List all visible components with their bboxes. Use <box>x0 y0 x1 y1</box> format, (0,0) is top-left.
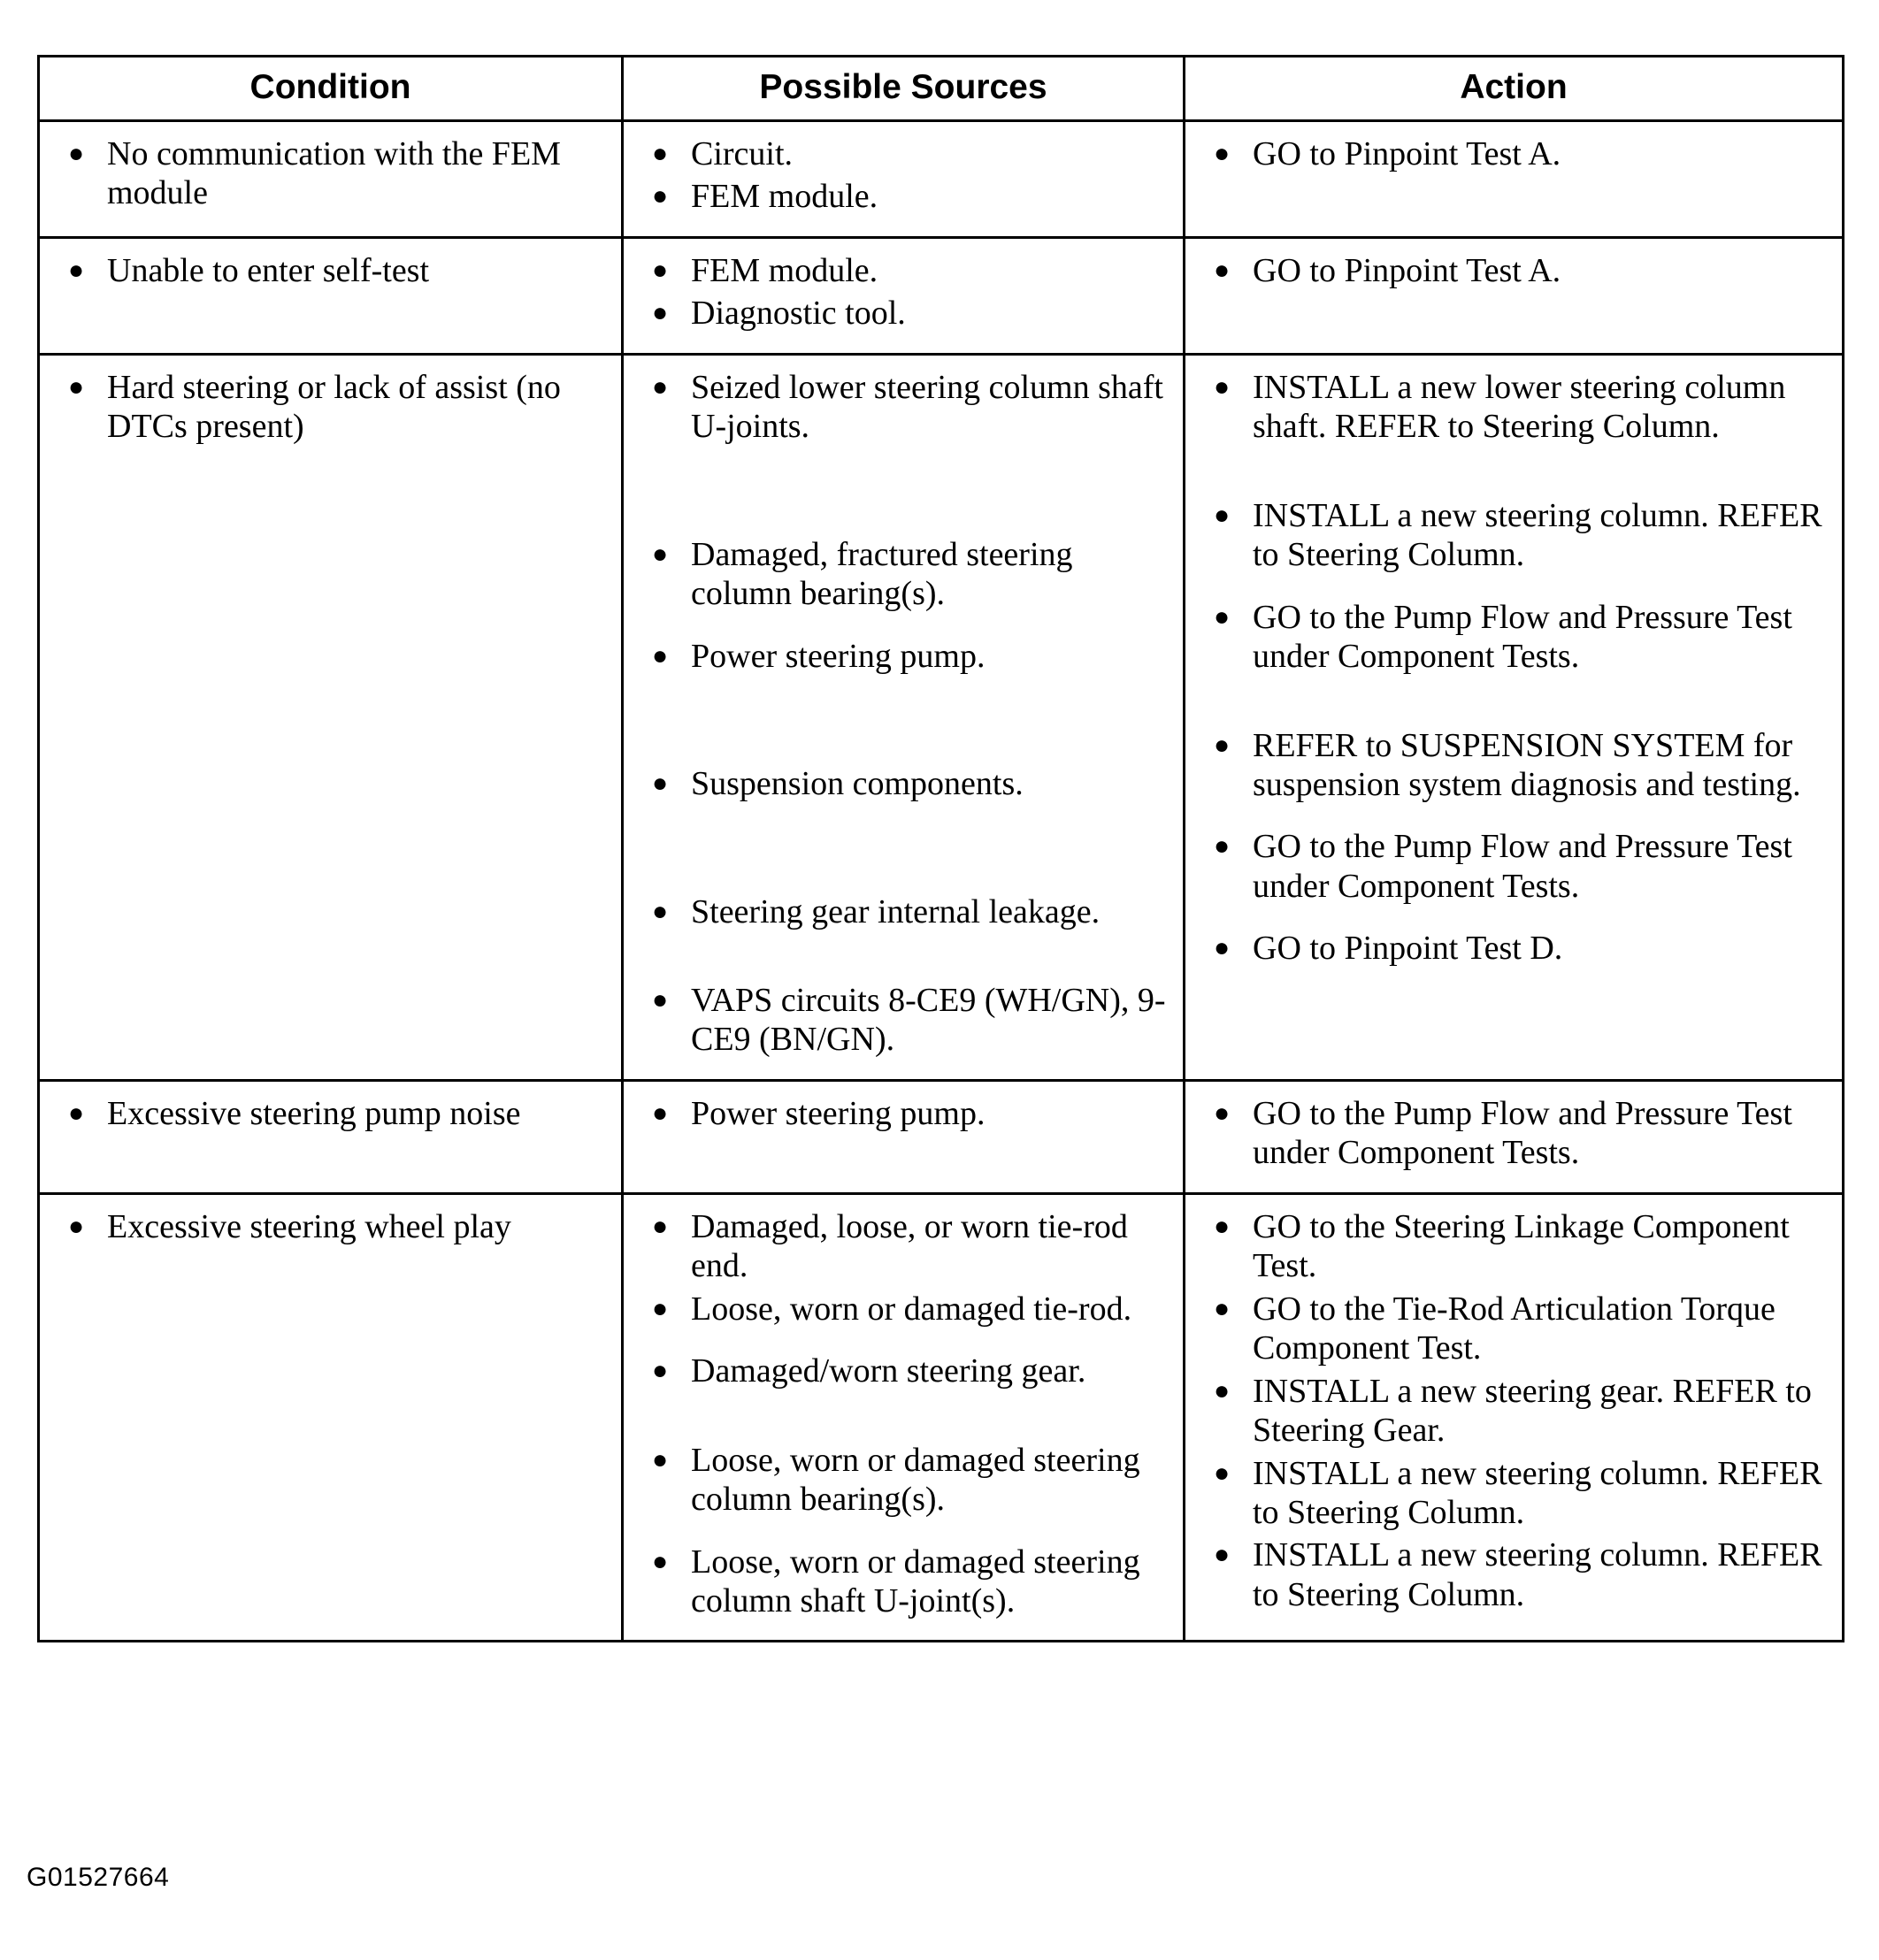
bullet-icon: ● <box>1214 1375 1231 1405</box>
cell-actions <box>1185 237 1844 354</box>
bullet-icon: ● <box>1214 1458 1231 1488</box>
list-item <box>636 134 1170 173</box>
list-item <box>1198 598 1829 677</box>
list-item-text: REFER to SUSPENSION SYSTEM for suspension system diagnosis and testing. <box>1253 726 1801 803</box>
list-item <box>1198 251 1829 290</box>
list-item-text: Damaged/worn steering gear. <box>691 1352 1086 1390</box>
sources-list <box>624 356 1183 1079</box>
list-item <box>636 981 1170 1060</box>
list-item <box>52 251 609 290</box>
list-item <box>1198 1372 1829 1451</box>
bullet-icon: ● <box>1214 1540 1231 1570</box>
list-item <box>1198 1454 1829 1533</box>
actions-list <box>1185 1195 1842 1635</box>
cell-actions <box>1185 1193 1844 1642</box>
bullet-icon: ● <box>652 1546 669 1576</box>
list-item-text: Damaged, loose, or worn tie-rod end. <box>691 1207 1128 1285</box>
list-item-text: Loose, worn or damaged steering column shaft U-joint(s). <box>691 1543 1140 1619</box>
list-item <box>636 1351 1170 1390</box>
list-item-text: Loose, worn or damaged tie-rod. <box>691 1290 1132 1328</box>
list-item <box>1198 929 1829 968</box>
list-item-text: Damaged, fractured steering column bearing(s). <box>691 535 1073 613</box>
table-row <box>39 1193 1844 1642</box>
actions-list <box>1185 1082 1842 1192</box>
table-row <box>39 354 1844 1080</box>
cell-sources <box>623 1193 1185 1642</box>
list-item-text: FEM module. <box>691 178 878 216</box>
list-item-text: Seized lower steering column shaft U-joints. <box>691 368 1163 446</box>
list-item-text: GO to the Pump Flow and Pressure Test under Component Tests. <box>1253 598 1792 676</box>
list-item <box>1198 496 1829 575</box>
list-item-text: Diagnostic tool. <box>691 295 906 333</box>
list-item-text: INSTALL a new steering column. REFER to Steering Column. <box>1253 1454 1822 1531</box>
list-item <box>636 1207 1170 1286</box>
list-item <box>636 294 1170 333</box>
cell-condition <box>39 1193 623 1642</box>
bullet-icon: ● <box>652 371 669 402</box>
cell-condition <box>39 121 623 238</box>
list-item-text: FEM module. <box>691 251 878 289</box>
bullet-icon: ● <box>1214 1098 1231 1128</box>
sources-list <box>624 122 1183 236</box>
bullet-icon: ● <box>1214 139 1231 168</box>
list-item-text: Steering gear internal leakage. <box>691 892 1101 930</box>
bullet-icon: ● <box>68 371 85 402</box>
list-item <box>1198 827 1829 906</box>
list-item-text: GO to the Steering Linkage Component Test. <box>1253 1207 1790 1285</box>
bullet-icon: ● <box>652 1444 669 1474</box>
list-item-text: Unable to enter self-test <box>107 251 430 289</box>
list-item-text: GO to the Pump Flow and Pressure Test under Component Tests. <box>1253 1094 1792 1172</box>
bullet-icon: ● <box>1214 730 1231 760</box>
list-item-text: INSTALL a new steering column. REFER to Steering Column. <box>1253 1536 1822 1613</box>
bullet-icon: ● <box>652 298 669 328</box>
table-header-row <box>39 57 1844 121</box>
bullet-icon: ● <box>652 1293 669 1323</box>
cell-sources <box>623 354 1185 1080</box>
table-row <box>39 1080 1844 1193</box>
cell-sources <box>623 237 1185 354</box>
bullet-icon: ● <box>1214 933 1231 963</box>
bullet-icon: ● <box>1214 1211 1231 1241</box>
list-item-text: Excessive steering pump noise <box>107 1094 521 1132</box>
bullet-icon: ● <box>652 181 669 211</box>
list-item-text: GO to Pinpoint Test A. <box>1253 135 1561 172</box>
list-item-text: No communication with the FEM module <box>107 135 561 212</box>
cell-actions <box>1185 354 1844 1080</box>
list-item <box>636 1094 1170 1133</box>
list-item-text: INSTALL a new lower steering column shaft. REFER to Steering Column. <box>1253 368 1786 446</box>
bullet-icon: ● <box>68 1211 85 1241</box>
bullet-icon: ● <box>1214 831 1231 861</box>
list-item <box>52 1094 609 1133</box>
list-item <box>52 1207 609 1246</box>
sources-list <box>624 1195 1183 1641</box>
bullet-icon: ● <box>652 255 669 285</box>
cell-sources <box>623 1080 1185 1193</box>
cell-actions <box>1185 121 1844 238</box>
bullet-icon: ● <box>1214 255 1231 285</box>
list-item <box>636 1543 1170 1621</box>
condition-list <box>40 122 621 233</box>
cell-condition <box>39 1080 623 1193</box>
list-item-text: Loose, worn or damaged steering column bearing(s). <box>691 1441 1140 1519</box>
list-item <box>636 368 1170 447</box>
cell-sources <box>623 121 1185 238</box>
sources-list <box>624 239 1183 353</box>
sources-list <box>624 1082 1183 1152</box>
list-item <box>636 637 1170 676</box>
bullet-icon: ● <box>652 1356 669 1386</box>
list-item-text: INSTALL a new steering column. REFER to Steering Column. <box>1253 496 1822 574</box>
bullet-icon: ● <box>652 984 669 1014</box>
list-item <box>1198 134 1829 173</box>
bullet-icon: ● <box>1214 371 1231 402</box>
condition-list <box>40 356 621 466</box>
list-item <box>52 134 609 213</box>
list-item <box>636 764 1170 803</box>
cell-condition <box>39 237 623 354</box>
list-item <box>1198 368 1829 447</box>
cell-condition <box>39 354 623 1080</box>
column-header-action: Action <box>1185 57 1844 121</box>
bullet-icon: ● <box>1214 500 1231 530</box>
list-item <box>636 892 1170 931</box>
list-item-text: Hard steering or lack of assist (no DTCs present) <box>107 368 561 446</box>
bullet-icon: ● <box>652 139 669 168</box>
bullet-icon: ● <box>652 539 669 569</box>
bullet-icon: ● <box>652 1098 669 1128</box>
list-item <box>636 1441 1170 1520</box>
condition-list <box>40 239 621 310</box>
bullet-icon: ● <box>68 255 85 285</box>
actions-list <box>1185 239 1842 310</box>
figure-code: G01527664 <box>27 1863 170 1892</box>
list-item-text: Power steering pump. <box>691 637 986 675</box>
list-item <box>636 177 1170 216</box>
list-item <box>636 1290 1170 1328</box>
list-item <box>1198 1094 1829 1173</box>
actions-list <box>1185 122 1842 193</box>
list-item <box>636 251 1170 290</box>
list-item-text: Suspension components. <box>691 765 1024 803</box>
condition-list <box>40 1195 621 1266</box>
symptom-chart-table <box>37 55 1844 1642</box>
bullet-icon: ● <box>68 1098 85 1128</box>
list-item-text: GO to Pinpoint Test A. <box>1253 251 1561 289</box>
list-item <box>1198 1290 1829 1368</box>
list-item <box>52 368 609 447</box>
list-item-text: Circuit. <box>691 135 794 172</box>
table-row <box>39 121 1844 238</box>
bullet-icon: ● <box>652 769 669 799</box>
list-item-text: Excessive steering wheel play <box>107 1207 511 1245</box>
list-item-text: GO to the Tie-Rod Articulation Torque Component Test. <box>1253 1290 1775 1367</box>
condition-list <box>40 1082 621 1152</box>
list-item <box>1198 1207 1829 1286</box>
bullet-icon: ● <box>68 139 85 168</box>
bullet-icon: ● <box>652 1211 669 1241</box>
list-item-text: GO to Pinpoint Test D. <box>1253 930 1563 968</box>
cell-actions <box>1185 1080 1844 1193</box>
list-item <box>1198 726 1829 805</box>
list-item <box>1198 1535 1829 1614</box>
bullet-icon: ● <box>652 896 669 926</box>
column-header-condition: Condition <box>39 57 623 121</box>
bullet-icon: ● <box>1214 601 1231 632</box>
bullet-icon: ● <box>1214 1293 1231 1323</box>
list-item-text: INSTALL a new steering gear. REFER to Steering Gear. <box>1253 1372 1812 1450</box>
column-header-possible-sources: Possible Sources <box>623 57 1185 121</box>
list-item-text: GO to the Pump Flow and Pressure Test under Component Tests. <box>1253 828 1792 905</box>
bullet-icon: ● <box>652 640 669 670</box>
list-item-text: VAPS circuits 8-CE9 (WH/GN), 9-CE9 (BN/GN). <box>691 981 1166 1059</box>
actions-list <box>1185 356 1842 988</box>
list-item <box>636 535 1170 614</box>
table-row <box>39 237 1844 354</box>
list-item-text: Power steering pump. <box>691 1094 986 1132</box>
